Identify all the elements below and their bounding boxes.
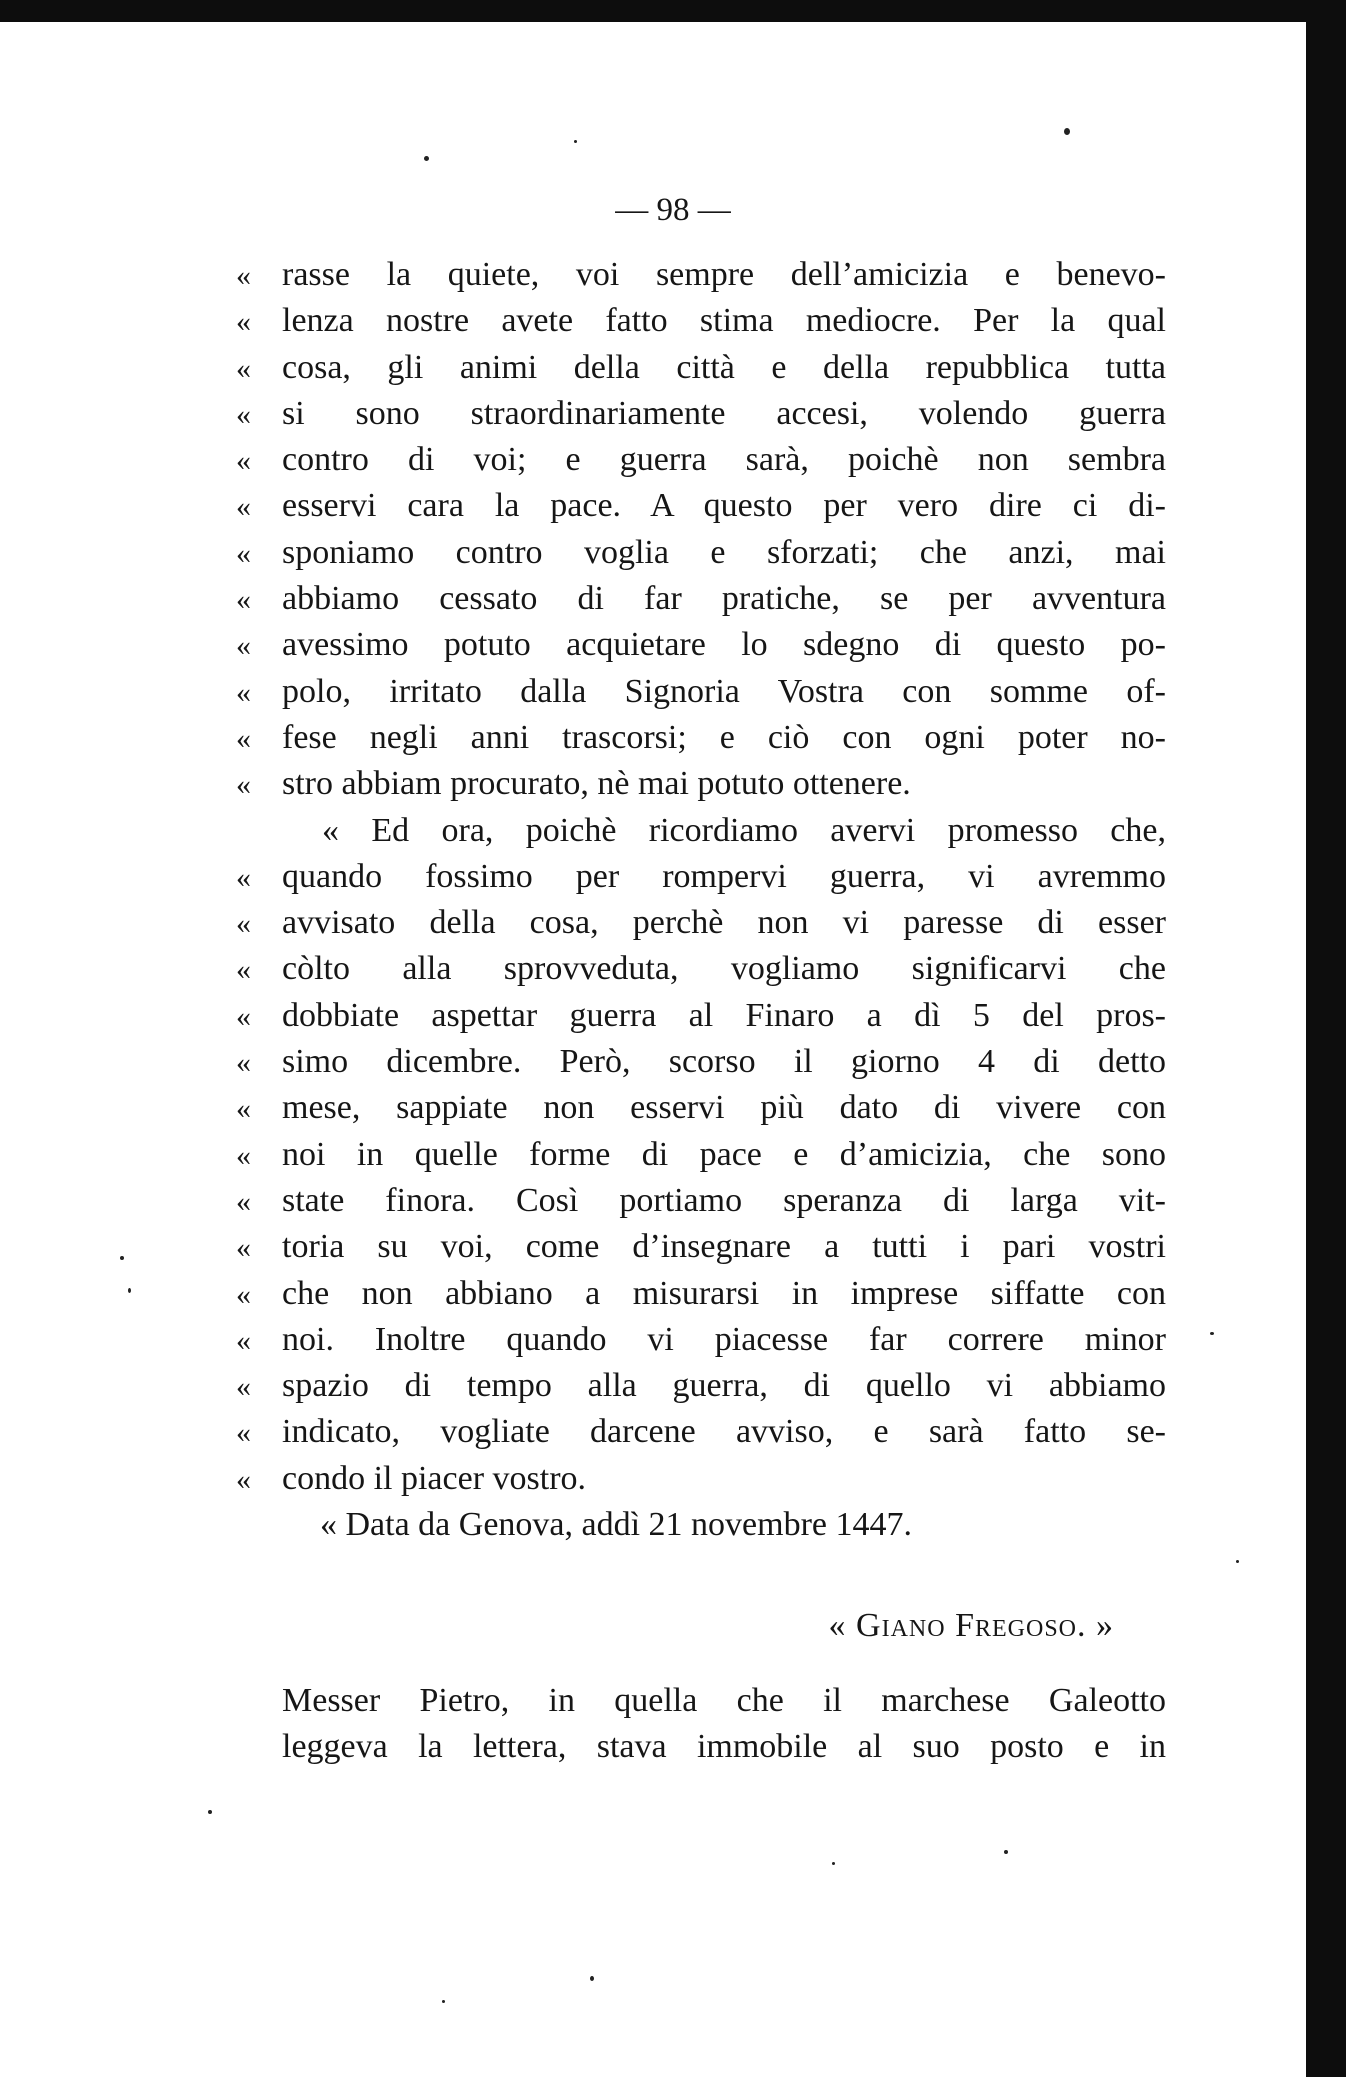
- line-text: state finora. Così portiamo speranza di larga vit-: [282, 1181, 1166, 1219]
- line-text: spazio di tempo alla guerra, di quello vi abbiamo: [282, 1367, 1166, 1405]
- guillemet: «: [236, 1184, 251, 1218]
- letter-line: [236, 761, 1166, 807]
- letter-line: [236, 530, 1166, 576]
- letter-line: [236, 1456, 1166, 1502]
- page-number: — 98 —: [615, 192, 731, 228]
- line-text: si sono straordinariamente accesi, volendo guerra: [282, 394, 1166, 432]
- guillemet: «: [236, 1277, 251, 1311]
- guillemet: «: [236, 1138, 251, 1172]
- letter-line: [236, 1224, 1166, 1270]
- letter-line: [236, 854, 1166, 900]
- line-text: contro di voi; e guerra sarà, poichè non sembra: [282, 441, 1166, 479]
- guillemet: «: [236, 907, 251, 941]
- line-text: simo dicembre. Però, scorso il giorno 4 di detto: [282, 1043, 1166, 1081]
- letter-body: [236, 252, 1166, 1548]
- line-text: cosa, gli animi della città e della repubblica tutta: [282, 348, 1166, 386]
- guillemet: «: [236, 1092, 251, 1126]
- guillemet: «: [236, 629, 251, 663]
- line-text: toria su voi, come d’insegnare a tutti i pari vostri: [282, 1228, 1166, 1266]
- line-text: abbiamo cessato di far pratiche, se per avventura: [282, 580, 1166, 618]
- line-text: che non abbiano a misurarsi in imprese siffatte con: [282, 1274, 1166, 1312]
- letter-line: [236, 1132, 1166, 1178]
- letter-line: [236, 1039, 1166, 1085]
- scan-speck: [1210, 1332, 1214, 1335]
- scan-speck: [208, 1810, 212, 1814]
- scan-right-border: [1306, 18, 1346, 2077]
- line-text: stro abbiam procurato, nè mai potuto ottenere.: [282, 765, 911, 803]
- guillemet: «: [236, 1462, 251, 1496]
- line-text: rasse la quiete, voi sempre dell’amicizia e benevo-: [282, 256, 1166, 293]
- guillemet: «: [236, 1046, 251, 1080]
- line-text: polo, irritato dalla Signoria Vostra con somme of-: [282, 672, 1166, 710]
- guillemet: «: [236, 351, 251, 385]
- guillemet: «: [236, 953, 251, 987]
- line-text: lenza nostre avete fatto stima mediocre. Per la qual: [282, 302, 1166, 340]
- guillemet: «: [236, 675, 251, 709]
- guillemet: «: [236, 1231, 251, 1265]
- guillemet: «: [236, 721, 251, 755]
- letter-line: [236, 391, 1166, 437]
- scan-speck: [1236, 1560, 1239, 1563]
- letter-line: [236, 252, 1166, 298]
- guillemet: «: [236, 305, 251, 339]
- line-text: dobbiate aspettar guerra al Finaro a dì 5 del pros-: [282, 996, 1166, 1034]
- letter-line: [236, 669, 1166, 715]
- letter-line: [236, 437, 1166, 483]
- line-text: « Data da Genova, addì 21 novembre 1447.: [320, 1506, 912, 1544]
- letter-line: [236, 1317, 1166, 1363]
- line-text: còlto alla sprovveduta, vogliamo significarvi che: [282, 950, 1166, 988]
- letter-line: [236, 1409, 1166, 1455]
- line-text: fese negli anni trascorsi; e ciò con ogni poter no-: [282, 718, 1166, 756]
- scan-speck: [442, 2000, 445, 2003]
- letter-line: [236, 715, 1166, 761]
- scan-speck: [590, 1976, 594, 1981]
- letter-dateline: [236, 1502, 1166, 1548]
- guillemet: «: [236, 768, 251, 802]
- letter-line: [236, 1271, 1166, 1317]
- letter-line: [236, 483, 1166, 529]
- letter-line: [236, 993, 1166, 1039]
- scan-speck: [128, 1288, 131, 1293]
- letter-line: [236, 345, 1166, 391]
- guillemet: «: [236, 1416, 251, 1450]
- scan-speck: [1004, 1850, 1008, 1854]
- line-text: noi. Inoltre quando vi piacesse far correre minor: [282, 1320, 1166, 1358]
- guillemet: «: [236, 444, 251, 478]
- guillemet: «: [236, 999, 251, 1033]
- narrative-line: Messer Pietro, in quella che il marchese Galeotto: [282, 1682, 1166, 1719]
- narrative-paragraph: [282, 1678, 1166, 1770]
- line-text: sponiamo contro voglia e sforzati; che anzi, mai: [282, 533, 1166, 571]
- letter-line: [236, 298, 1166, 344]
- letter-line: [236, 808, 1166, 854]
- scan-speck: [832, 1862, 835, 1865]
- guillemet: «: [236, 1323, 251, 1357]
- letter-line: [236, 900, 1166, 946]
- line-text: noi in quelle forme di pace e d’amicizia, che sono: [282, 1135, 1166, 1173]
- guillemet: «: [236, 583, 251, 617]
- guillemet: «: [236, 259, 251, 292]
- line-text: mese, sappiate non esservi più dato di vivere con: [282, 1089, 1166, 1127]
- guillemet: «: [236, 397, 251, 431]
- line-text: quando fossimo per rompervi guerra, vi avremmo: [282, 857, 1166, 895]
- line-text: « Ed ora, poichè ricordiamo avervi promesso che,: [322, 811, 1166, 849]
- letter-line: [236, 622, 1166, 668]
- line-text: avessimo potuto acquietare lo sdegno di questo po-: [282, 626, 1166, 664]
- narrative-line: leggeva la lettera, stava immobile al suo posto e in: [282, 1728, 1166, 1765]
- letter-signature: « Giano Fregoso. »: [828, 1607, 1114, 1644]
- scan-speck: [1064, 128, 1070, 135]
- line-text: esservi cara la pace. A questo per vero dire ci di-: [282, 487, 1166, 525]
- scan-speck: [120, 1256, 124, 1260]
- guillemet: «: [236, 1370, 251, 1404]
- letter-line: [236, 1178, 1166, 1224]
- line-text: indicato, vogliate darcene avviso, e sarà fatto se-: [282, 1413, 1166, 1451]
- letter-line: [236, 1363, 1166, 1409]
- letter-line: [236, 1085, 1166, 1131]
- scan-speck: [574, 140, 577, 143]
- letter-line: [236, 576, 1166, 622]
- guillemet: «: [236, 536, 251, 570]
- line-text: avvisato della cosa, perchè non vi paresse di esser: [282, 904, 1166, 942]
- guillemet: «: [236, 490, 251, 524]
- scan-top-border: [0, 0, 1346, 22]
- letter-line: [236, 946, 1166, 992]
- guillemet: «: [236, 860, 251, 894]
- line-text: condo il piacer vostro.: [282, 1459, 587, 1497]
- scan-speck: [424, 156, 429, 161]
